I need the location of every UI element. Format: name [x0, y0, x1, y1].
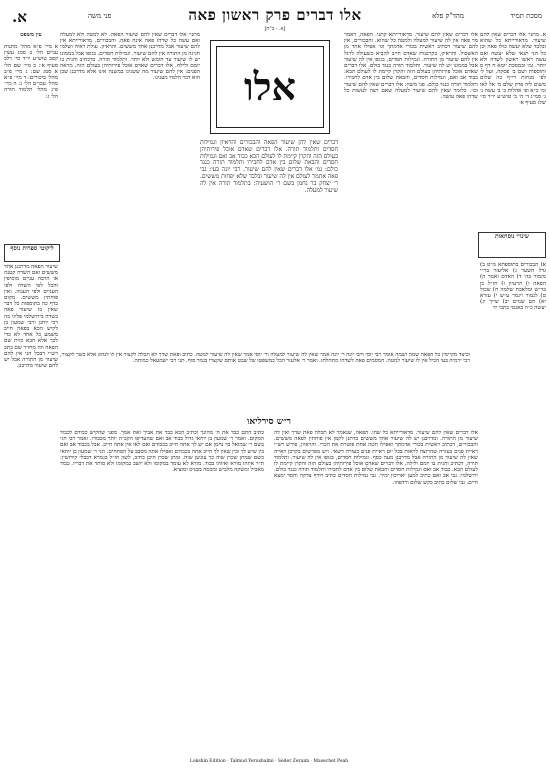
chapter-label: מהד"ק פלא: [432, 12, 464, 20]
outer-right-box-title: שינויי נוסחאות: [494, 233, 530, 240]
outer-left-box: [4, 244, 60, 262]
main-left-column: [60, 32, 200, 352]
main-right-text: אלו דברים שאין להם שיעור. מדאורייתא קתני. הפאה, דאמר מר פאה אין לה שיעור למעלה ולמטה כל שהוא. והבכורים, אין להם שיעור דכתיב ראשית בכורי אדמתך וגו׳ אפילו אחד מן האשכול. והראיון, בקרבנות שאדם חייב להביא כשעולה לרגל אין להם שיעור מן התורה. וגמילות חסדים, בגופו אין לה שיעור אבל בממונו יש לה שיעור. ותלמוד תורה כנגד כולם. אלו דברים שאדם אוכל פירותיהן בעולם הזה והקרן קיימת לו לעולם הבא: כבוד אב ואם, וגמילות חסדים, והבאת שלום בין אדם לחבירו. ותלמוד תורה כנגד כולם. פני משה: אלו דברים שאין להם שיעור וכו׳. כלומר שאין להם שיעור למעלה שאם רצה לעשות כל שדהו פאה עושה.: [344, 32, 478, 101]
edition-label: מסכת תמיד: [510, 12, 542, 20]
outer-left-box-title: ליקוטי ספרות נוסף: [10, 245, 54, 252]
main-center-paragraph: דברים שאין להן שיעור הפאה והבכורים והראיון וגמילות חסדים ותלמוד תורה. אלו דברים שאדם אוכל פירותיהן בעולם הזה והקרן קיימת לו לעולם הבא כבוד אב ואם וגמילות חסדים והבאת שלום בין אדם לחבירו ותלמוד תורה כנגד כולם: גמ׳ אלו דברים שאין להם שיעור. רבי יונה בעי: גבי פאה אתמר לעולם אין לה שיעור ובלבד שלא יפחות מששים. ר׳ יצחק בר נחמן בשם ר׳ הושעיה: בתלמוד תורה אין לה שיעור למעלה.: [200, 140, 338, 194]
outer-right-variants: [480, 262, 546, 402]
lower-left-commentary: [60, 430, 264, 756]
outer-right-variants-text: א) הבכורים בתוספתא מ״ט ב) גדל השער ג) אליעזר בר״י מזמור בה׳ ד) האדם ואמר ה) הפאה ו) הרעיון ז) חז״ל כן בר״ש ומלאכת שלמה ח) שכול ט) לגמור ויגמר ע״ש י) עזרא יא) הם שנוים יב) שייך יג) יעשה כ״ה באנטי כתבי יד: [480, 262, 546, 312]
main-left-text: מתני׳ אלו דברים שאין להם שיעור הפאה. לא למטה ולא למעלה ואם עשה כל שדהו פאה אינה פאה. והבכורים. מדאורייתא אין להם שיעור אבל מדרבנן אחד מששים. והראיון. עולת ראיה ושלמי חגיגה מן התורה אין להם שיעור. וגמילות חסדים. בגופו אבל בממונו יש לו שיעור עד חומש ולא יותר. ותלמוד תורה. כדכתיב והגית בו יומם ולילה. אלו דברים שאדם אוכל פירותיהן בעולם הזה. מראה הפנים: אין להם שיעור מה ששנינו במשנה אינו אלא מדרבנן שכן הוא דבר הלמד מענינו.: [60, 32, 200, 82]
page-title: אלו דברים פרק ראשון פאה: [188, 6, 362, 24]
outer-left-notes-text: שיעור הפאה מדרבנן אחד מששים ואם השדה קטנה או הרבה עניים מוסיפין והכל לפי השדה ולפי העניים ולפי הענוה. ואין פוחתין מששים. מקום בדף כה בתוספות כל דבר שאין בו שיעור פאה בשדה בירושלמי פליגי בה רבי יוחנן ורבי שמעון בן לקיש הכא בפאה חייב משמע כל אחד לא כדי לכך אלא הבא כזית שם הפאה וזה מחזיר שם כתב רש״י דבכל הני אין להם שיעור מן התורה אבל יש להם שיעור מדרבנן.: [4, 264, 58, 370]
outer-left-notes: [4, 264, 58, 760]
outer-right-box: [478, 232, 546, 258]
full-width-paragraph: וכיצד מקיימין כל הפאה שמה ושמה אומר רבי יוסי ורבי יונה ר׳ יונה אמר שאין לה שיעור למעלה ור׳ יוסי אמר שאין לה שיעור למטה. כתיב ופאת שדך לא תכלה לקצור אין לו לנהוג אלא כשר לקצור, רבי ירמיה בעי הכיל אין לו שיעור למטה. המסמים פאה לשדהו מתחלתו. ואמר ר׳ אלעזר הכל כמשפטו של שבט אותם שקצרו בגמר סוף. תני רבי ישמעאל כמותה.: [60, 352, 470, 365]
outer-right-commentary: [480, 32, 546, 222]
outer-left-top: [4, 32, 58, 42]
lower-right-commentary: [274, 430, 478, 756]
page-number: א.: [12, 8, 27, 26]
page-footer: Lokshin Edition · Talmud Yerushalmi · Seder Zeraim · Masechet Peah: [189, 759, 349, 764]
full-width-text: [60, 352, 470, 412]
opening-word-frame: [216, 46, 324, 128]
opening-word-box: [210, 40, 330, 134]
opening-word: אלו: [244, 64, 296, 109]
page-header: [8, 6, 542, 32]
outer-right-text: א. מתני׳ אלו דברים שאין להם שיעור. מדאורייתא כל שהוא ובלבד שלא יעשה כולו פאה וכן כל הני תנאי שלא יעשה ואם עשה ראשו ראשון לשדה ולא יותר. גמ׳ ובמסכת יומא ח דף ס ותוספות ושם ב׳ פסקה. ועל ל׳ לפ׳ מנחות רי״ף כה שלום משום ליה פרק שלם מ׳ אל לאו ומ׳ כ״א ופ׳ אהלות ב׳ ב׳ עשה נ׳ ג׳ סמ״ג ד׳ ה׳ ב׳ טוש״ע יו״ד סי׳ שלג סעיף א׳: [480, 32, 546, 107]
outer-left-commentary: [4, 44, 58, 240]
main-right-column: [344, 32, 478, 352]
outer-left-text: א מיי׳ פ״א מהל׳ מתנות עניים הל׳ ב סמג עשין קסב טוש״ע יו״ד סי׳ רלב סעיף א׳: ב מיי׳ שם הל׳ א סמג שם: ג מיי׳ פ״ב מהל׳ ביכורים: ד מיי׳ פ״א מהל׳ עכו״ם הל׳ ג: ה מיי׳ פ״ג מהל׳ תלמוד תורה הל׳ ג:: [4, 44, 58, 100]
outer-left-top-label: עין משפט: [20, 32, 42, 38]
lower-right-text: אלו דברים שאין להם שיעור. מדאורייתא כל שהו. הפאה, שנאמר לא תכלה פאת שדך ואין לה שיעור מן התורה. ומדרבנן יש לה שיעור אחד מששים כדתנן לקמן אין פוחתין לפאה מששים. והבכורים, דכתיב ראשית בכורי אדמתך ואפילו חטה אחת פוטרת את הכרי. והראיון, פירש רש״י ראיית פנים בעזרה שהרוצה לראות בכל יום ראיית פנים בעזרה רשאי. ויש מפרשים בקרבן ראייה שאין לה שיעור מן התורה אבל מדרבנן מעה כסף. וגמילות חסדים, בגופו אין לה שיעור. ותלמוד תורה, דכתיב והגית בו יומם ולילה. אלו דברים שאדם אוכל פירותיהן בעולם הזה והקרן קיימת לו לעולם הבא. כבוד אב ואם וגמילות חסדים והבאת שלום בין אדם לחבירו ותלמוד תורה כנגד כולם. ירושלמי: גבי אב ואם כתיב למען יאריכון ימיך. גבי גמילות חסדים כתיב רודף צדקה וחסד ימצא חיים. גבי שלום כתיב בקש שלום ורדפהו.: [274, 430, 478, 486]
lower-left-text: כתיב התם כבד את ה׳ מהונך וכתיב הכא כבד את אביך ואת אמך. מפני שהקיש כבודם לכבוד המקום. ואמר ר׳ שמעון בן יוחאי גדול כבוד אב ואם שהעדיפו הקב״ה יותר מכבודו. ואמר רבי חגי בשם ר׳ שמואל בר נחמן אם יש לך אתה חייב בכבודם ואם לאו אין אתה חייב. אבל בכבוד אב ואם בין שיש לך ובין שאין לך חייב אתה בכבודם ואפילו אתה מסבב על הפתחים. תני ר׳ שמעון בן יוחאי כשם שמתן שכרן שוה כך עונשן שוה. ומתן שכרן היכן כתיב, לשון חז״ל בגמרא דבבלי קידושין: ת״ר איזהו מורא ואיזהו כבוד. מורא לא עומד במקומו ולא יושב במקומו ולא סותר את דבריו. כבוד מאכיל ומשקה מלביש ומכסה מכניס ומוציא.: [60, 430, 264, 474]
line-note: [א. - ב"ח]: [264, 26, 286, 32]
main-center-text: [200, 140, 338, 352]
commentary-heading: ר״ש סירליאו: [247, 417, 291, 427]
section-label: פני משה: [88, 12, 112, 20]
